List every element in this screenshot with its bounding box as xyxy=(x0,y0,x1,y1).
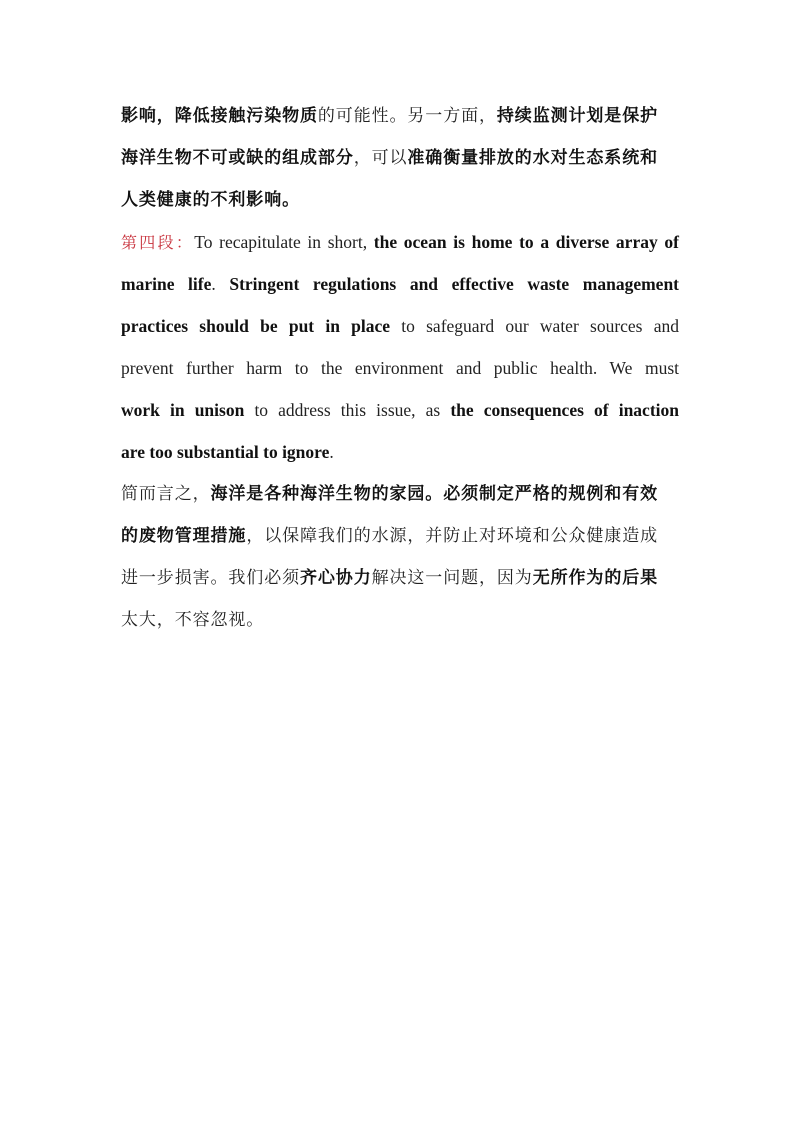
text-segment: 简而言之， xyxy=(121,484,211,504)
text-line xyxy=(121,221,679,263)
paragraph-chinese-summary xyxy=(121,473,679,641)
bold-text-segment: 海洋生物不可或缺的组成部分 xyxy=(121,148,354,168)
bold-text-segment: practices should be put in place xyxy=(121,316,391,336)
text-segment: . xyxy=(329,442,334,462)
bold-text-segment: the consequences of inaction xyxy=(450,400,679,420)
text-segment: 解决这一问题，因为 xyxy=(371,568,533,588)
text-segment: . xyxy=(211,274,230,294)
bold-text-segment: marine life xyxy=(121,274,212,294)
bold-text-segment: are too substantial to ignore xyxy=(121,442,330,462)
text-line xyxy=(121,137,679,179)
text-line xyxy=(121,179,679,221)
bold-text-segment: 准确衡量排放的水对生态系统和 xyxy=(407,148,659,168)
bold-text-segment: 影响，降低 xyxy=(121,106,211,126)
bold-text-segment: 的废物管理措施 xyxy=(121,526,247,546)
bold-text-segment: 接触污染物质 xyxy=(210,106,318,126)
text-segment: ，以保障我们的水源，并防止对环境和公众健康造成 xyxy=(246,526,659,546)
bold-text-segment: 人类健康的不利影响。 xyxy=(121,190,300,210)
bold-text-segment: 无所作为的后果 xyxy=(532,568,659,588)
text-line xyxy=(121,599,679,641)
paragraph-chinese-continuation xyxy=(121,95,679,221)
text-segment: prevent further harm to the environment and public health. We must xyxy=(121,358,679,378)
text-line xyxy=(121,305,679,347)
text-line xyxy=(121,389,679,431)
bold-text-segment: Stringent regulations and effective waste management xyxy=(229,274,680,294)
paragraph-label: 第四段： xyxy=(121,233,195,252)
text-line xyxy=(121,515,679,557)
text-segment: to address this issue, as xyxy=(244,400,451,420)
text-segment: ，可以 xyxy=(353,148,408,168)
text-line xyxy=(121,95,679,137)
text-segment: 太大，不容忽视。 xyxy=(121,610,265,630)
text-line xyxy=(121,431,679,473)
text-segment: To recapitulate in short, xyxy=(194,232,374,252)
text-line xyxy=(121,347,679,389)
bold-text-segment: 海洋是各种海洋生物的家园。必须制定严格的规例和有效 xyxy=(210,484,658,504)
text-segment: 进一步损害。我们必须 xyxy=(121,568,300,588)
paragraph-fourth-english xyxy=(121,221,679,473)
text-line xyxy=(121,473,679,515)
bold-text-segment: 齐心协力 xyxy=(300,568,372,588)
text-segment: to safeguard our water sources and xyxy=(390,316,679,336)
text-line xyxy=(121,557,679,599)
text-segment: 的可能性。另一方面， xyxy=(317,106,497,126)
bold-text-segment: work in unison xyxy=(121,400,245,420)
text-line xyxy=(121,263,679,305)
bold-text-segment: the ocean is home to a diverse array of xyxy=(373,232,679,252)
bold-text-segment: 持续监测计划是保护 xyxy=(496,106,659,126)
